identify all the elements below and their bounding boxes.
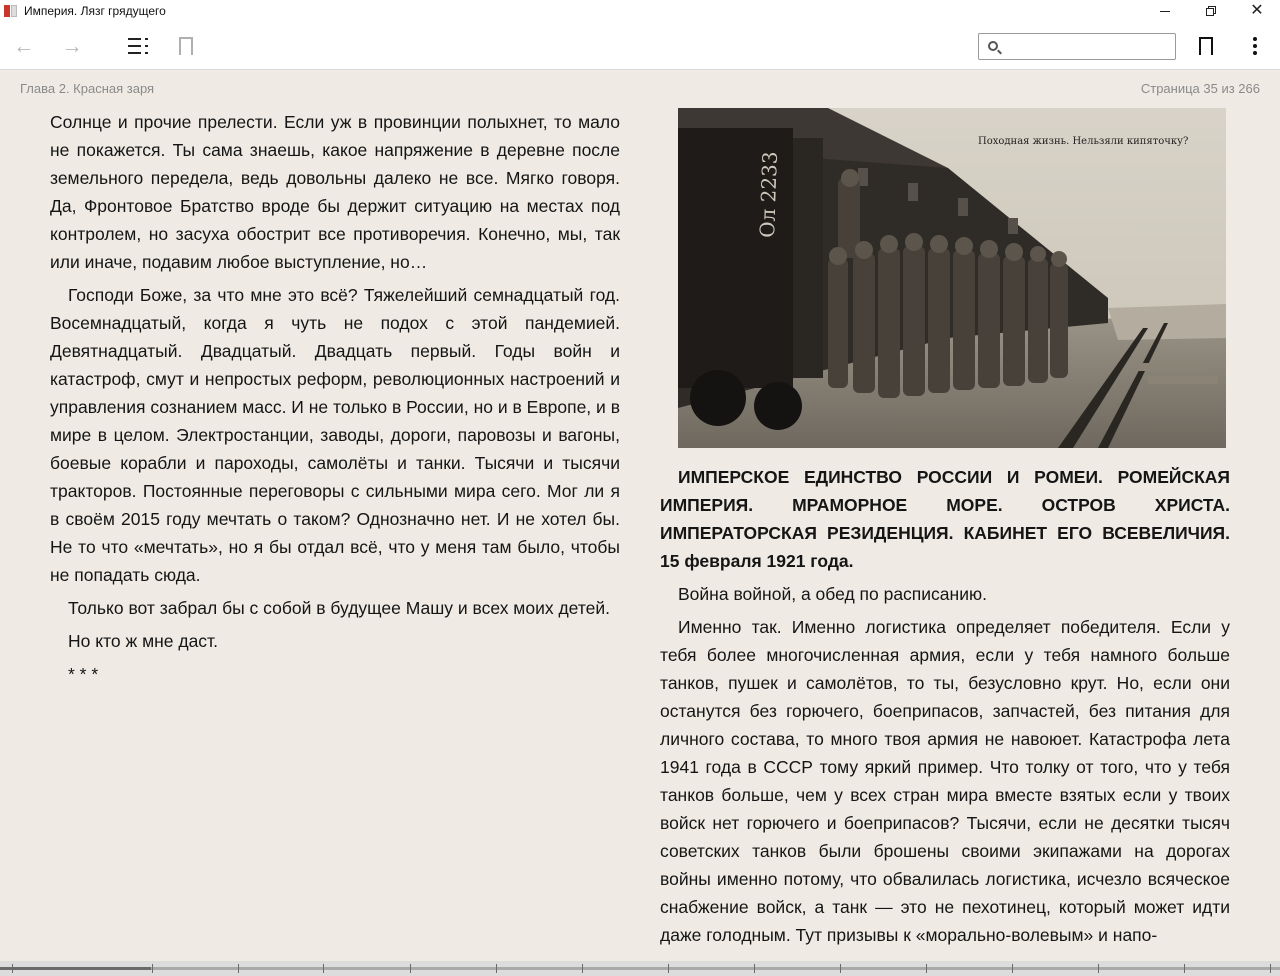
chapter-tick [12,964,13,973]
illustration-photo [678,108,1226,448]
close-button[interactable] [1234,0,1280,22]
search-input[interactable] [1005,37,1171,56]
restore-button[interactable] [1188,0,1234,22]
left-text-column [50,108,620,693]
bookmark-outline-icon [179,37,193,55]
illustration-caption: Походная жизнь. Нельзяли кипяточку? [978,136,1189,147]
chapter-tick [152,964,153,973]
search-icon [988,41,998,51]
window-title: Империя. Лязг грядущего [24,4,166,18]
add-bookmark-button[interactable] [1190,22,1222,70]
chapter-title: Глава 2. Красная заря [20,81,155,96]
reading-progress-bar[interactable] [0,961,1280,976]
train-soldiers-illustration [678,108,1226,448]
chapter-tick [668,964,669,973]
minimize-icon [1160,11,1170,12]
bookmarks-list-button[interactable] [170,22,202,70]
app-book-icon [4,4,18,18]
arrow-left-icon: ← [13,33,35,58]
window-controls [1142,0,1280,22]
right-text-column [660,463,1230,954]
chapter-tick [1098,964,1099,973]
forward-button[interactable] [56,22,88,70]
minimize-button[interactable] [1142,0,1188,22]
restore-icon [1206,6,1216,16]
page-counter: Страница 35 из 266 [1140,81,1260,96]
progress-track [0,967,1280,970]
chapter-tick [582,964,583,973]
title-bar [0,0,1280,22]
more-vertical-icon [1253,37,1257,41]
arrow-right-icon: → [61,33,83,58]
paragraph: Война войной, а обед по расписанию. [678,584,987,604]
paragraph: Но кто ж мне даст. [68,631,218,651]
section-separator: * * * [68,664,99,684]
table-of-contents-icon [128,38,148,54]
paragraph: Именно так. Именно логистика определяет победителя. Если у тебя более многочисленная армия, если у тебя намного больше танков, пушек и самолётов, то ты, безусловно крут. Но, если они останутся без горючего, боеприпасов, запчастей, без питания для личного состава, то много твоя армия не навоюет. Катастрофа лета 1941 года в СССР тому яркий пример. Что толку от того, что у тебя танков больше, чем у всех стран мира вместе взятых если у твоих войск нет горючего и боеприпасов? Тысячи, если не десятки тысяч советских танков были брошены своими экипажами на дорогах войны именно потому, что обвалилась логистика, исчезло всяческое снабжение войск, а танк — это не пехотинец, который может идти даже голодным. Тут призывы к «морально-волевым» и напо- [660,617,1230,945]
chapter-tick [238,964,239,973]
paragraph: Господи Боже, за что мне это всё? Тяжелейший семнадцатый год. Восемнадцатый, когда я чуть не подох с этой пандемией. Девятнадцатый. Двадцатый. Двадцать первый. Годы войн и катастроф, смут и непростых реформ, революционных настроений и управления сознанием масс. И не только в России, но и в Европе, и в мире в целом. Электростанции, заводы, дороги, паровозы и вагоны, боевые корабли и пароходы, самолёты и танки. Тысячи и тысячи тракторов. Постоянные переговоры с сильными мира сего. Мог ли я в своём 2015 году мечтать о таком? Однозначно нет. И не хотел бы. Не то что «мечтать», но я бы отдал всё, что у меня там было, чтобы не попадать сюда. [50,285,620,585]
bookmark-icon [1199,37,1213,55]
table-of-contents-button[interactable] [122,22,154,70]
paragraph: Только вот забрал бы с собой в будущее Машу и всех моих детей. [68,598,611,618]
search-box[interactable] [978,33,1176,60]
chapter-tick [1270,964,1271,973]
toolbar [0,22,1280,70]
paragraph: Солнце и прочие прелести. Если уж в провинции полыхнет, то мало не покажется. Ты сама знаешь, какое напряжение в деревне после земельного передела, ведь довольны далеко не все. Мягко говоря. Да, Фронтовое Братство вроде бы держит ситуацию на местах под контролем, но засуха обострит все противоречия. Конечно, мы, так или иначе, подавим любое выступление, но… [50,112,620,272]
chapter-tick [754,964,755,973]
chapter-tick [410,964,411,973]
chapter-tick [496,964,497,973]
chapter-tick [1012,964,1013,973]
more-menu-button[interactable] [1240,22,1270,70]
chapter-tick [323,964,324,973]
chapter-tick [926,964,927,973]
chapter-tick [840,964,841,973]
progress-fill [0,967,151,970]
section-heading: ИМПЕРСКОЕ ЕДИНСТВО РОССИИ И РОМЕИ. РОМЕЙСКАЯ ИМПЕРИЯ. МРАМОРНОЕ МОРЕ. ОСТРОВ ХРИСТА. ИМПЕРАТОРСКАЯ РЕЗИДЕНЦИЯ. КАБИНЕТ ЕГО ВСЕВЕЛИЧИЯ. 15 февраля 1921 года. [660,467,1230,571]
reading-page[interactable] [0,71,1280,961]
close-icon: ✕ [1250,2,1264,19]
locomotive-number: Ол 2233 [755,151,783,239]
back-button[interactable] [8,22,40,70]
chapter-tick [1184,964,1185,973]
